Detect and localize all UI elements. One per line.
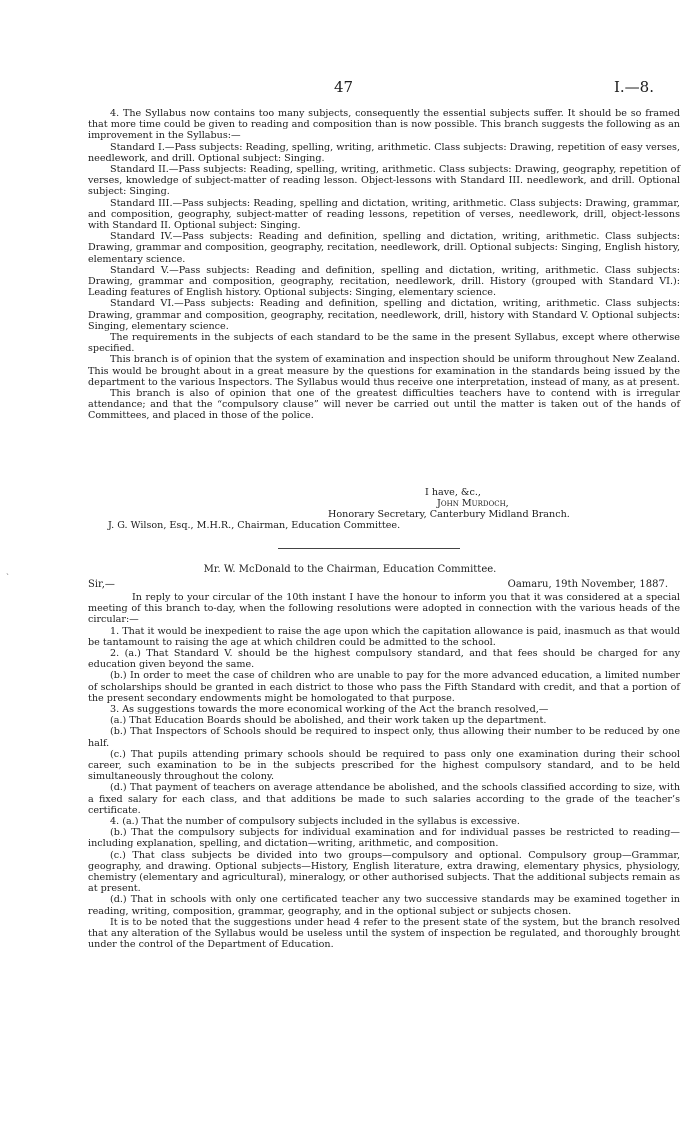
mcdonald-letter-body bbox=[88, 592, 680, 951]
addressee: J. G. Wilson, Esq., M.H.R., Chairman, Education Committee. bbox=[108, 520, 401, 531]
paragraph: In reply to your circular of the 10th instant I have the honour to inform you that it was considered at a special meeting of this branch to-day, when the following resolutions were adopted in connection with the various heads of the circular:— bbox=[88, 592, 680, 626]
paragraph: The requirements in the subjects of each standard to be the same in the present Syllabus, except where otherwise specified. bbox=[88, 332, 680, 355]
paragraph: (a.) That Education Boards should be abolished, and their work taken up the department. bbox=[110, 715, 547, 727]
paragraph: This branch is of opinion that the system of examination and inspection should be uniform throughout New Zealand. This would be brought about in a great measure by the questions for examination in the standards being issued by the department to the various Inspectors. The Syllabus would thus receive one interpretation, instead of many, as at present. bbox=[88, 354, 680, 388]
paragraph: 2. (a.) That Standard V. should be the highest compulsory standard, and that fees should be charged for any education given beyond the same. bbox=[88, 648, 680, 671]
page-number: 47 bbox=[334, 78, 354, 96]
letter-title: Mr. W. McDonald to the Chairman, Education Committee. bbox=[203, 564, 497, 575]
paragraph: Standard II.—Pass subjects: Reading, spelling, writing, arithmetic. Class subjects: Drawing, geography, repetition of verses, knowledge of subject-matter of reading lesson. Object-lessons with Standard III. needlework, and drill. Optional subject: Singing. bbox=[88, 164, 680, 198]
paragraph: This branch is also of opinion that one of the greatest difficulties teachers have to contend with is irregular attendance; and that the “compulsory clause” will never be carried out until the matter is taken out of the hands of Committees, and placed in those of the police. bbox=[88, 388, 680, 422]
document-reference: I.—8. bbox=[613, 78, 654, 96]
paragraph: Standard IV.—Pass subjects: Reading and definition, spelling and dictation, writing, arithmetic. Class subjects: Drawing, grammar and composition, geography, recitation, needlework, drill. Optional subjects: Singing, English history, elementary science. bbox=[88, 231, 680, 265]
paragraph: (b.) That Inspectors of Schools should be required to inspect only, thus allowing their number to be reduced by one half. bbox=[88, 726, 680, 749]
paragraph: (b.) In order to meet the case of children who are unable to pay for the more advanced education, a limited number of scholarships should be granted in each district to those who pass the Fifth Standard with credit, and that a portion of the present secondary endowments might be homologated to that purpose. bbox=[88, 670, 680, 704]
salutation-line bbox=[88, 579, 680, 591]
signatory: John Murdoch, bbox=[437, 498, 509, 509]
closing: I have, &c., bbox=[425, 487, 481, 498]
paragraph: Standard I.—Pass subjects: Reading, spelling, writing, arithmetic. Class subjects: Drawing, repetition of easy verses, needlework, and drill. Optional subject: Singing. bbox=[88, 141, 680, 164]
paragraph: (d.) That in schools with only one certificated teacher any two successive standards may be examined together in reading, writing, composition, grammar, geography, and in the optional subject or subjects chosen. bbox=[88, 894, 680, 917]
paragraph: Standard V.—Pass subjects: Reading and definition, spelling and dictation, writing, arithmetic. Class subjects: Drawing, grammar and composition, geography, recitation, needlework, drill. History (grouped with Standard VI.): Leading features of English history. Optional subjects: Singing, elementary science. bbox=[88, 264, 680, 299]
paragraph: 4. The Syllabus now contains too many subjects, consequently the essential subjects suffer. It should be so framed that more time could be given to reading and composition than is now possible. This branch suggests the following as an improvement in the Syllabus:— bbox=[88, 108, 680, 142]
section-divider bbox=[278, 548, 460, 549]
paragraph: Standard VI.—Pass subjects: Reading and definition, spelling and dictation, writing, arithmetic. Class subjects: Drawing, grammar and composition, geography, recitation, needlework, drill, history with Standard V. Optional subjects: Singing, elementary science. bbox=[88, 298, 680, 332]
paragraph: It is to be noted that the suggestions under head 4 refer to the present state of the system, but the branch resolved that any alteration of the Syllabus would be useless until the system of inspection be regulated, and thoroughly brought under the control of the Department of Education. bbox=[88, 916, 680, 951]
signature-block bbox=[88, 487, 680, 547]
paragraph: (c.) That pupils attending primary schools should be required to pass only one examination during their school career, such examination to be in the subjects prescribed for the highest compulsory standard, and to be held simultaneously throughout the colony. bbox=[88, 748, 680, 783]
signatory-title: Honorary Secretary, Canterbury Midland Branch. bbox=[328, 509, 570, 520]
salutation: Sir,— bbox=[88, 579, 115, 590]
paragraph: 1. That it would be inexpedient to raise the age upon which the capitation allowance is paid, inasmuch as that would be tantamount to raising the age at which children could be admitted to the school. bbox=[88, 625, 680, 648]
paragraph: (d.) That payment of teachers on average attendance be abolished, and the schools classified according to size, with a fixed salary for each class, and that additions be made to such salaries according to the grade of the teacher’s certificate. bbox=[88, 782, 680, 816]
paragraph: 3. As suggestions towards the more economical working of the Act the branch resolved,— bbox=[110, 704, 549, 716]
paragraph: Standard III.—Pass subjects: Reading, spelling and dictation, writing, arithmetic. Class subjects: Drawing, grammar, and composition, geography, subject-matter of reading lessons, repetition of verses, needlework, drill, object-lessons with Standard II. Optional subject: Singing. bbox=[88, 197, 680, 232]
page-header bbox=[0, 78, 700, 98]
paragraph: 4. (a.) That the number of compulsory subjects included in the syllabus is excessive. bbox=[110, 816, 520, 828]
branch-letter-body bbox=[88, 108, 680, 422]
paragraph: (b.) That the compulsory subjects for individual examination and for individual passes be restricted to reading—including explanation, spelling, and dictation—writing, arithmetic, and composition. bbox=[88, 827, 680, 850]
margin-mark: ˎ bbox=[6, 566, 9, 576]
place-date: Oamaru, 19th November, 1887. bbox=[507, 579, 668, 590]
paragraph: (c.) That class subjects be divided into two groups—compulsory and optional. Compulsory group—Grammar, geography, and drawing. Optional subjects—History, English literature, extra drawing, elementary physics, physiology, chemistry (elementary and agricultural), mineralogy, or other authorised subjects. That the additional subjects remain as at present. bbox=[88, 849, 680, 895]
